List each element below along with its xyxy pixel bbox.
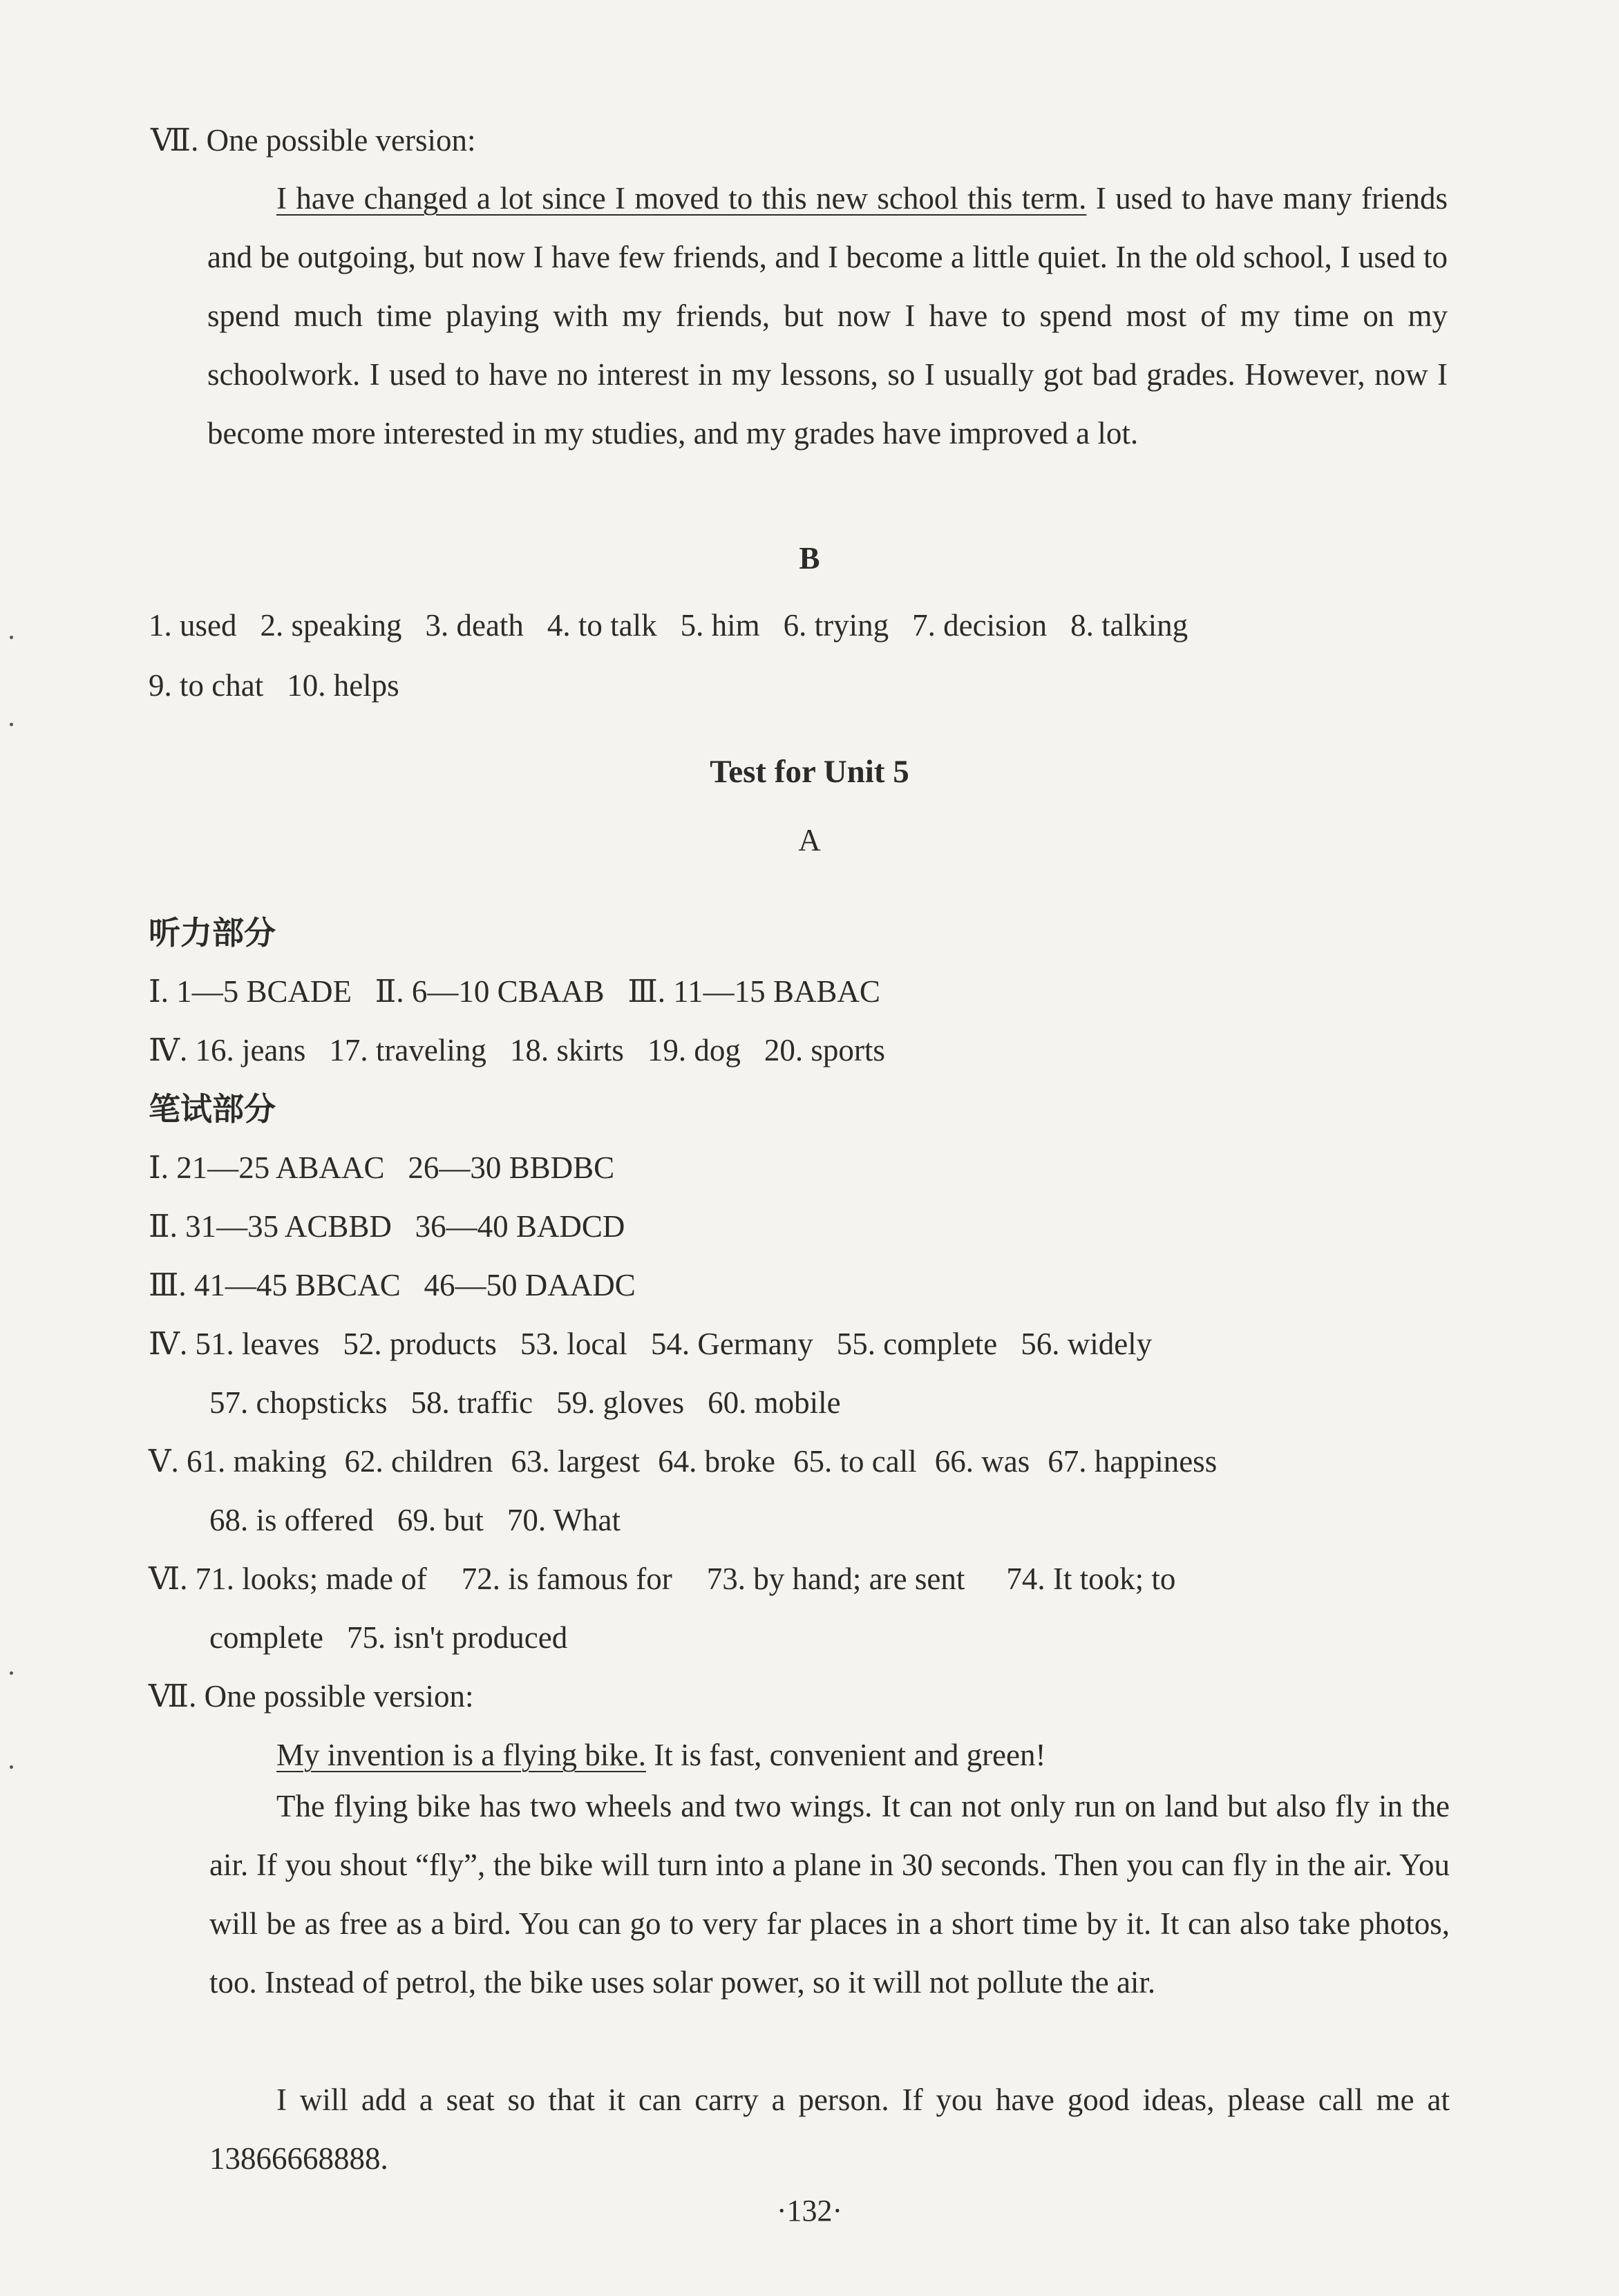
writing-v-line2: [209, 1499, 644, 1541]
writing-iii: Ⅲ. 41—45 BBCAC 46—50 DAADC: [149, 1268, 636, 1302]
writing-vi-item: 75. isn't produced: [346, 1620, 568, 1655]
margin-speck: [10, 636, 13, 639]
writing-iv-item: Ⅳ. 51. leaves: [149, 1327, 320, 1361]
writing-v-item: 69. but: [397, 1503, 484, 1537]
writing-v-item: 70. What: [506, 1503, 621, 1537]
listening-item: 19. dog: [647, 1033, 741, 1068]
writing-vii-first-rest: It is fast, convenient and green!: [645, 1738, 1046, 1772]
section-b-item: 10. helps: [287, 668, 399, 703]
writing-v-item: 67. happiness: [1048, 1444, 1218, 1479]
writing-iv-item: 58. traffic: [410, 1385, 533, 1420]
writing-heading: 笔试部分: [149, 1090, 276, 1128]
writing-v-item: 62. children: [344, 1444, 493, 1479]
writing-iv-item: 60. mobile: [708, 1385, 841, 1420]
vii-top-essay-rest: I used to have many friends and be outgoing, but now I have few friends, and I become a little quiet. In the old school, I used to spend much time playing with my friends, but now I have to spend most of my time on my schoolwork. I used to have no interest in my lessons, so I usually got bad grades. However, now I become more interested in my studies, and my grades have improved a lot.: [207, 181, 1448, 450]
writing-vii-first-line: [276, 1734, 1046, 1776]
listening-item: Ⅳ. 16. jeans: [149, 1033, 306, 1068]
writing-vii-underlined-sentence: My invention is a flying bike.: [276, 1738, 646, 1772]
writing-iv-line2: [209, 1382, 864, 1423]
section-b-item: 7. decision: [912, 608, 1048, 643]
writing-iv-item: 54. Germany: [650, 1327, 813, 1361]
test-title: Test for Unit 5: [710, 754, 909, 790]
section-b-line2: [149, 665, 423, 706]
writing-vi-item: 72. is famous for: [461, 1562, 672, 1596]
vii-top-underlined-sentence: I have changed a lot since I moved to this new school this term.: [276, 181, 1087, 216]
listening-line2: [149, 1030, 909, 1071]
writing-vi-line1: [149, 1558, 1175, 1600]
writing-vi-item: Ⅵ. 71. looks; made of: [149, 1562, 427, 1596]
section-b-heading: B: [799, 541, 820, 576]
listening-heading: 听力部分: [149, 914, 276, 951]
vii-top-essay: [207, 169, 1448, 463]
section-b-item: 8. talking: [1070, 608, 1189, 643]
writing-vi-item: 74. It took; to: [1006, 1562, 1176, 1596]
writing-i: Ⅰ. 21—25 ABAAC 26—30 BBDBC: [149, 1150, 615, 1185]
page-number: ·132·: [776, 2194, 843, 2228]
writing-iv-item: 59. gloves: [556, 1385, 685, 1420]
section-b-item: 1. used: [149, 608, 237, 643]
section-b-item: 6. trying: [783, 608, 889, 643]
section-b-item: 5. him: [680, 608, 760, 643]
listening-item: 18. skirts: [509, 1033, 624, 1068]
writing-v-item: 68. is offered: [209, 1503, 374, 1537]
section-b-item: 3. death: [425, 608, 524, 643]
writing-v-item: Ⅴ. 61. making: [149, 1444, 327, 1479]
writing-vii-paragraph-3: I will add a seat so that it can carry a person. If you have good ideas, please call me at 13866668888.: [209, 2082, 1450, 2176]
vii-top-label: Ⅶ. One possible version:: [151, 123, 476, 158]
writing-iv-line1: [149, 1323, 1152, 1365]
writing-iv-item: 53. local: [520, 1327, 627, 1361]
writing-v-item: 64. broke: [658, 1444, 776, 1479]
margin-speck: [10, 723, 13, 726]
writing-iv-item: 55. complete: [836, 1327, 998, 1361]
writing-iv-item: 57. chopsticks: [209, 1385, 388, 1420]
section-b-item: 2. speaking: [260, 608, 402, 643]
writing-vi-item: complete: [209, 1620, 323, 1655]
writing-ii: Ⅱ. 31—35 ACBBD 36—40 BADCD: [149, 1209, 625, 1244]
section-b-item: 4. to talk: [547, 608, 657, 643]
writing-vi-line2: [209, 1617, 591, 1658]
section-b-item: 9. to chat: [149, 668, 264, 703]
listening-item: 20. sports: [764, 1033, 885, 1068]
part-a-heading: A: [798, 823, 821, 857]
writing-vii-paragraph-2: The flying bike has two wheels and two wings. It can not only run on land but also fly in the air. If you shout “fly”, the bike will turn into a plane in 30 seconds. Then you can fly in the air. You will be as free as a bird. You can go to very far places in a short time by it. It can also take photos, too. Instead of petrol, the bike uses solar power, so it will not pollute the air.: [209, 1789, 1450, 2000]
writing-vii-label: Ⅶ. One possible version:: [149, 1679, 474, 1714]
section-b-line1: [149, 605, 1188, 646]
margin-speck: [10, 1671, 13, 1675]
writing-v-item: 63. largest: [511, 1444, 641, 1479]
listening-item: 17. traveling: [329, 1033, 486, 1068]
writing-iv-item: 52. products: [343, 1327, 497, 1361]
writing-iv-item: 56. widely: [1021, 1327, 1153, 1361]
writing-vi-item: 73. by hand; are sent: [706, 1562, 965, 1596]
writing-v-item: 65. to call: [793, 1444, 917, 1479]
writing-v-item: 66. was: [934, 1444, 1030, 1479]
listening-line1: Ⅰ. 1—5 BCADE Ⅱ. 6—10 CBAAB Ⅲ. 11—15 BABAC: [149, 974, 880, 1009]
writing-v-line1: [149, 1441, 1217, 1482]
margin-speck: [10, 1765, 13, 1769]
